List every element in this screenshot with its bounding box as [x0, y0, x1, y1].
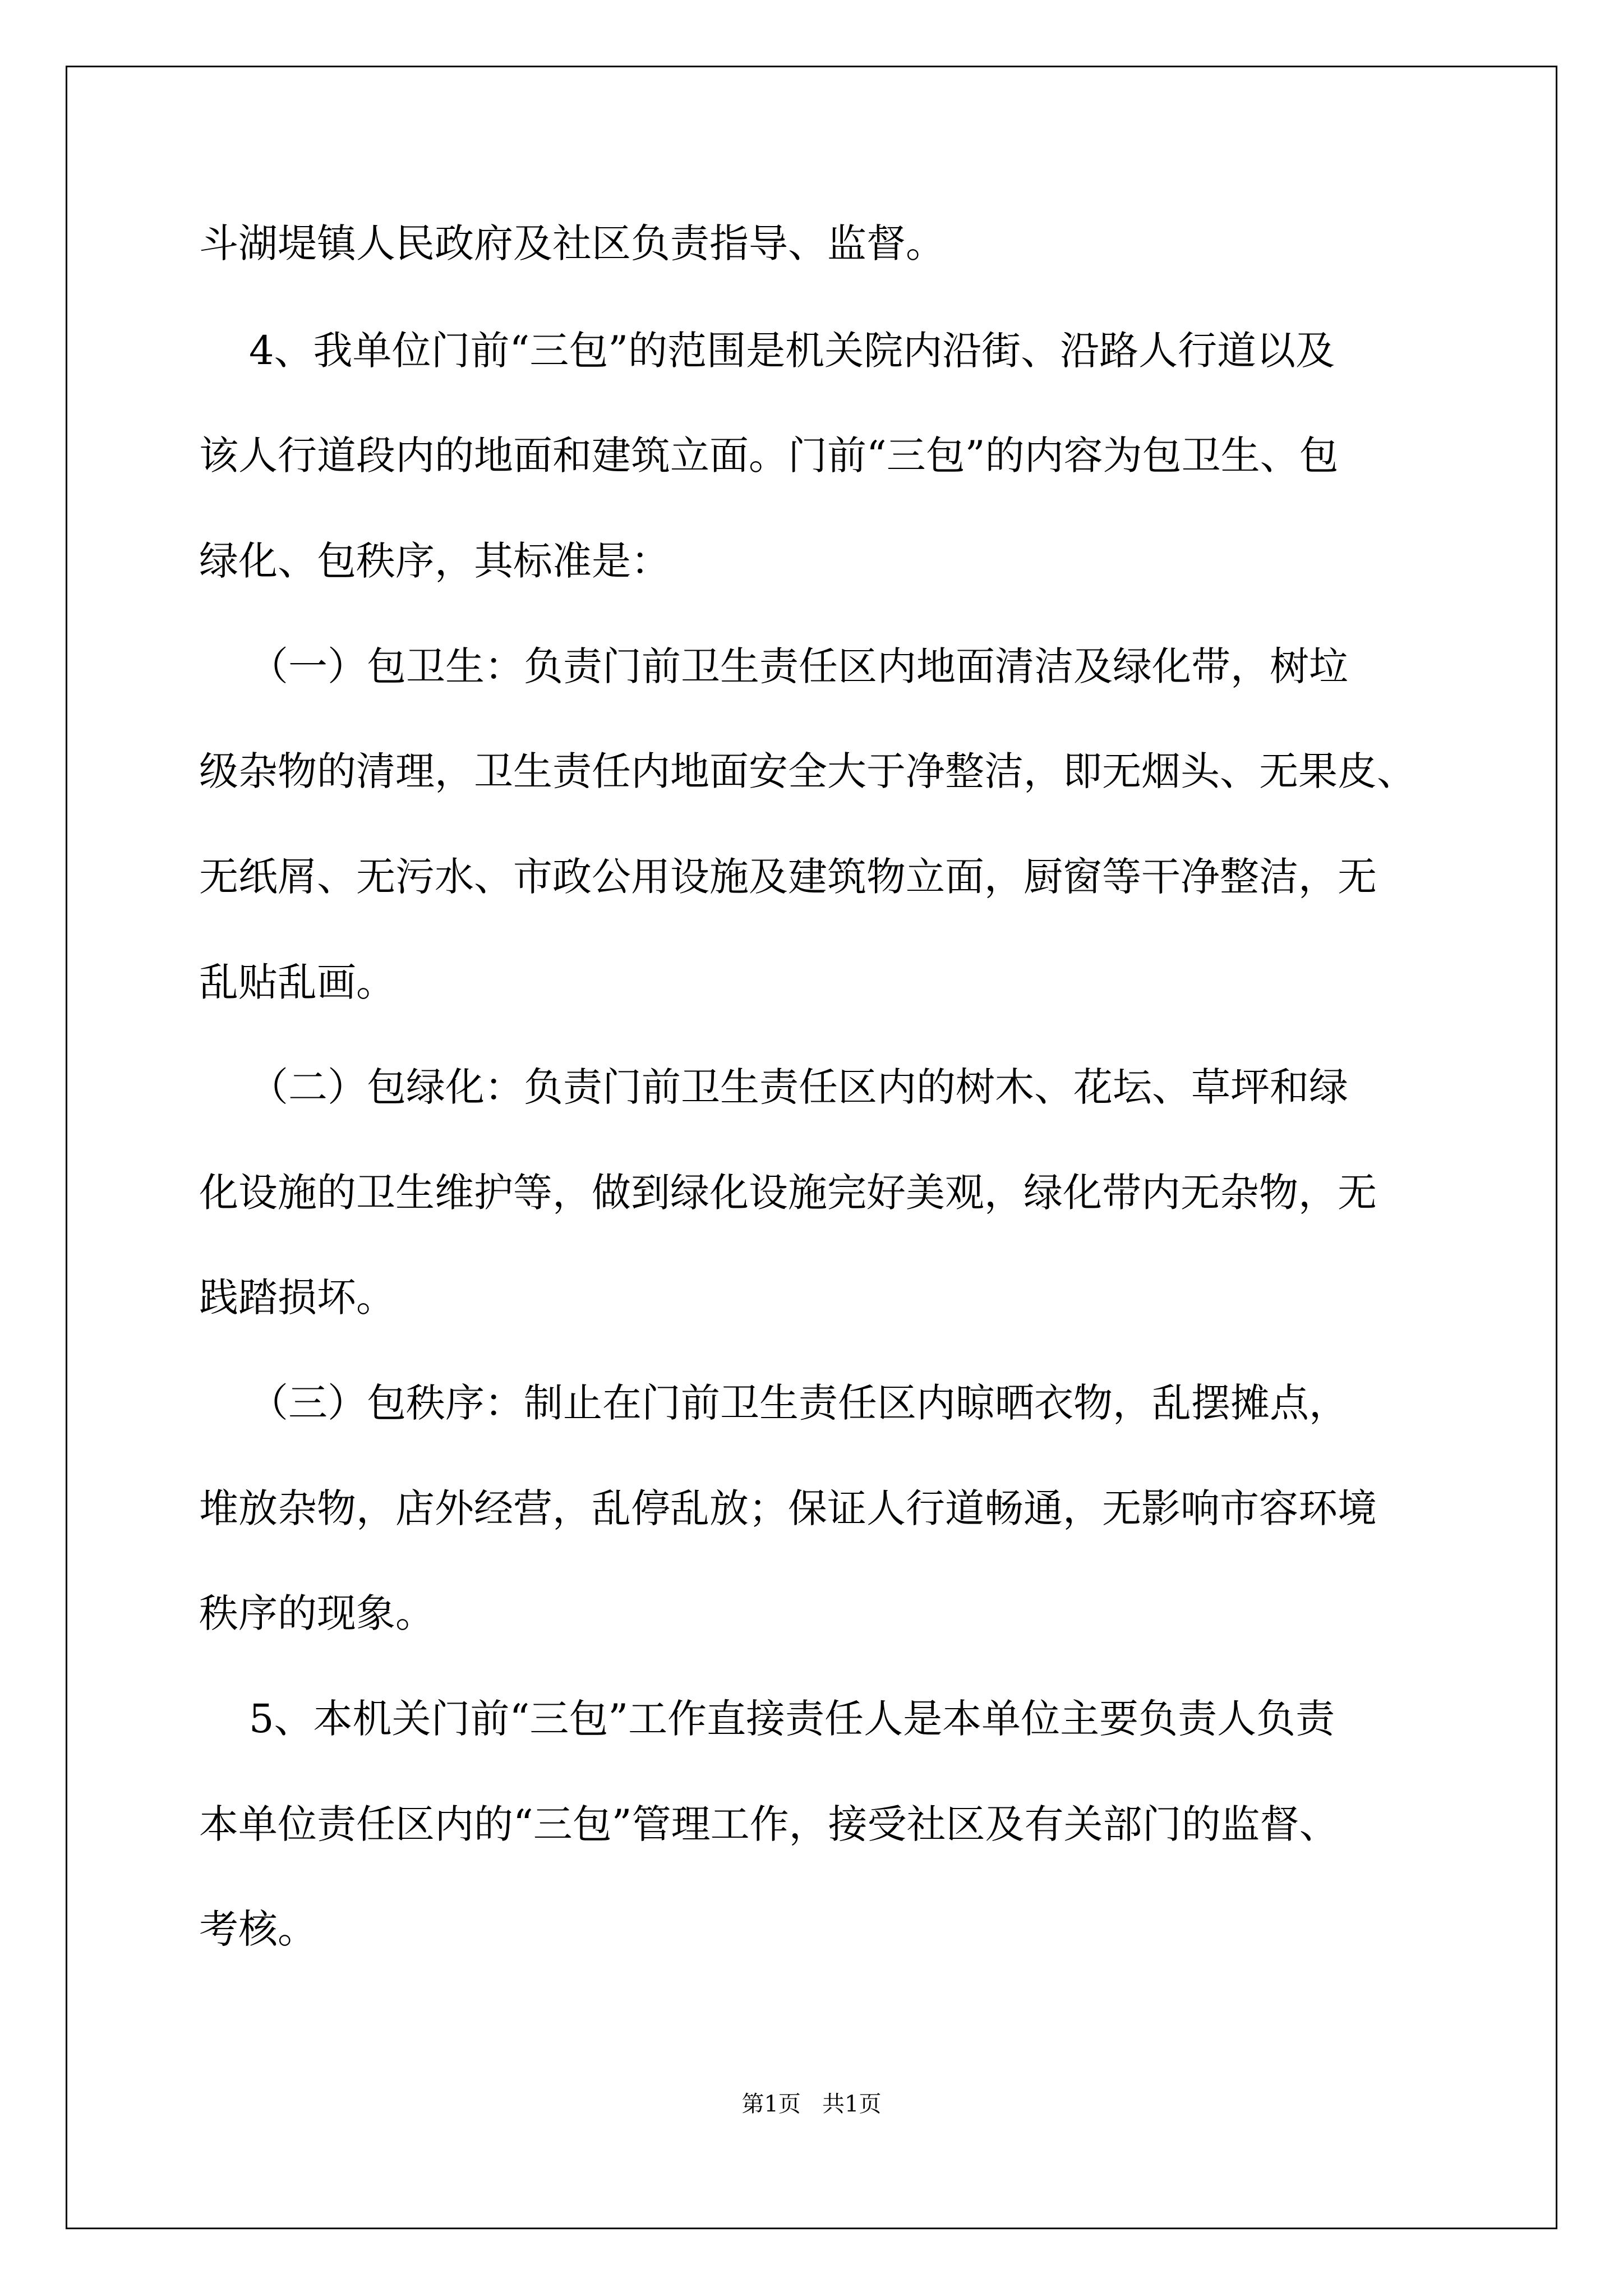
text-line: （二）包绿化：负责门前卫生责任区内的树木、花坛、草坪和绿 — [199, 1064, 1349, 1110]
page-number: 第1页 共1页 — [741, 2091, 882, 2117]
text-line: 绿化、包秩序，其标准是： — [199, 538, 670, 584]
text-line: 乱贴乱画。 — [199, 959, 395, 1005]
text-line: 该人行道段内的地面和建筑立面。门前“三包”的内容为包卫生、包 — [199, 432, 1339, 478]
text-line: （一）包卫生：负责门前卫生责任区内地面清洁及绿化带，树垃 — [199, 643, 1349, 689]
text-line: 5、本机关门前“三包”工作直接责任人是本单位主要负责人负责 — [199, 1696, 1335, 1742]
text-line: （三）包秩序：制止在门前卫生责任区内晾晒衣物，乱摆摊点， — [199, 1380, 1349, 1426]
text-line: 斗湖堤镇人民政府及社区负责指导、监督。 — [199, 220, 945, 266]
text-line: 化设施的卫生维护等，做到绿化设施完好美观，绿化带内无杂物，无 — [199, 1170, 1377, 1216]
text-line: 本单位责任区内的“三包”管理工作，接受社区及有关部门的监督、 — [199, 1801, 1339, 1847]
text-line: 考核。 — [199, 1906, 317, 1952]
text-line: 无纸屑、无污水、市政公用设施及建筑物立面，厨窗等干净整洁，无 — [199, 854, 1377, 900]
text-line: 践踏损坏。 — [199, 1274, 395, 1320]
text-line: 4、我单位门前“三包”的范围是机关院内沿街、沿路人行道以及 — [199, 328, 1335, 374]
text-line: 级杂物的清理，卫生责任内地面安全大于净整洁，即无烟头、无果皮、 — [199, 748, 1416, 794]
text-line: 堆放杂物，店外经营，乱停乱放；保证人行道畅通，无影响市容环境 — [199, 1485, 1377, 1531]
text-line: 秩序的现象。 — [199, 1590, 435, 1636]
